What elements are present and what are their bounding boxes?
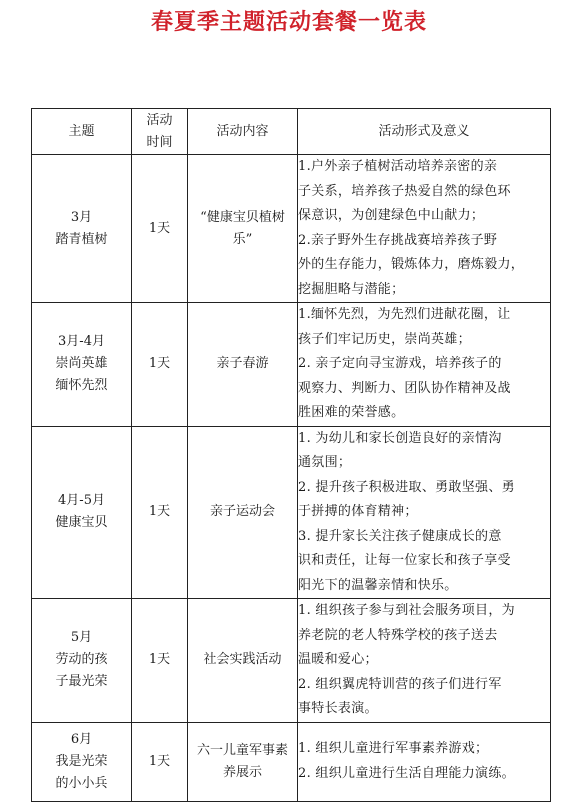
cell-line: 事特长表演。 bbox=[298, 701, 378, 716]
header-time-line2: 时间 bbox=[146, 134, 173, 150]
table-row bbox=[32, 155, 551, 303]
cell-line: 1. 组织孩子参与到社会服务项目，为 bbox=[298, 603, 515, 618]
activity-table bbox=[31, 108, 551, 802]
cell-line: 3月-4月 bbox=[58, 334, 105, 350]
cell-line: 1.缅怀先烈，为先烈们进献花圈，让 bbox=[298, 307, 511, 322]
header-content: 活动内容 bbox=[188, 109, 298, 155]
content-cell bbox=[188, 303, 298, 427]
cell-line: 阳光下的温馨亲情和快乐。 bbox=[298, 577, 458, 593]
table-row bbox=[32, 426, 551, 599]
cell-line: 养老院的老人特殊学校的孩子送去 bbox=[298, 627, 498, 643]
cell-line: 1. 组织儿童进行军事素养游戏； bbox=[298, 741, 489, 756]
cell-line: 缅怀先烈 bbox=[55, 378, 108, 394]
cell-line: 的小小兵 bbox=[55, 775, 108, 791]
cell-line: 胜困难的荣誉感。 bbox=[298, 405, 405, 420]
cell-line: 6月 bbox=[70, 731, 93, 747]
cell-line: 2.亲子野外生存挑战赛培养孩子野 bbox=[298, 232, 498, 248]
form-cell bbox=[298, 303, 551, 427]
content-cell bbox=[188, 426, 298, 599]
cell-line: 2. 组织翼虎特训营的孩子们进行军 bbox=[298, 676, 502, 692]
cell-line: 健康宝贝 bbox=[55, 515, 108, 531]
header-theme: 主题 bbox=[32, 109, 132, 155]
table-row bbox=[32, 599, 551, 723]
time-cell: 1天 bbox=[132, 303, 188, 427]
header-time bbox=[132, 109, 188, 155]
cell-line: 保意识，为创建绿色中山献力； bbox=[298, 208, 485, 223]
form-cell bbox=[298, 155, 551, 303]
cell-line: 温暖和爱心； bbox=[298, 652, 378, 667]
cell-line: 5月 bbox=[70, 630, 93, 646]
theme-cell bbox=[32, 722, 132, 801]
cell-line: 3月 bbox=[70, 209, 93, 225]
cell-line: 4月-5月 bbox=[58, 493, 105, 509]
table-row bbox=[32, 303, 551, 427]
cell-line: 我是光荣 bbox=[55, 753, 108, 769]
cell-line: 亲子春游 bbox=[216, 356, 269, 372]
theme-cell bbox=[32, 426, 132, 599]
cell-line: 识和责任，让每一位家长和孩子享受 bbox=[298, 553, 511, 568]
cell-line: 通氛围； bbox=[298, 455, 352, 470]
header-row bbox=[32, 109, 551, 155]
cell-line: 外的生存能力，锻炼体力，磨炼毅力， bbox=[298, 257, 525, 272]
cell-line: 挖掘胆略与潜能； bbox=[298, 281, 405, 297]
header-form: 活动形式及意义 bbox=[298, 109, 551, 155]
cell-line: 踏青植树 bbox=[55, 231, 108, 247]
theme-cell bbox=[32, 599, 132, 723]
table-body bbox=[32, 155, 551, 802]
cell-line: 于拼搏的体育精神； bbox=[298, 504, 418, 519]
cell-line: 2. 亲子定向寻宝游戏，培养孩子的 bbox=[298, 356, 502, 371]
cell-line: 劳动的孩 bbox=[55, 652, 108, 668]
theme-cell bbox=[32, 155, 132, 303]
cell-line: 3. 提升家长关注孩子健康成长的意 bbox=[298, 528, 502, 544]
cell-line: 子关系，培养孩子热爱自然的绿色环 bbox=[298, 183, 511, 199]
content-cell bbox=[188, 722, 298, 801]
time-cell: 1天 bbox=[132, 426, 188, 599]
cell-line: “健康宝贝植树 bbox=[200, 209, 285, 225]
theme-cell bbox=[32, 303, 132, 427]
cell-line: 2. 提升孩子积极进取、勇敢坚强、勇 bbox=[298, 479, 515, 495]
content-cell bbox=[188, 599, 298, 723]
header-time-line1: 活动 bbox=[146, 112, 173, 128]
cell-line: 六一儿童军事素 bbox=[196, 742, 288, 758]
cell-line: 2. 组织儿童进行生活自理能力演练。 bbox=[298, 765, 515, 781]
form-cell bbox=[298, 599, 551, 723]
table-row bbox=[32, 722, 551, 801]
cell-line: 孩子们牢记历史，崇尚英雄； bbox=[298, 331, 471, 347]
cell-line: 乐” bbox=[232, 231, 253, 247]
page-title: 春夏季主题活动套餐一览表 bbox=[150, 10, 427, 35]
cell-line: 亲子运动会 bbox=[209, 504, 275, 520]
form-cell bbox=[298, 722, 551, 801]
time-cell: 1天 bbox=[132, 155, 188, 303]
time-cell: 1天 bbox=[132, 722, 188, 801]
cell-line: 崇尚英雄 bbox=[55, 356, 108, 372]
cell-line: 养展示 bbox=[222, 764, 262, 780]
cell-line: 1.户外亲子植树活动培养亲密的亲 bbox=[298, 159, 498, 174]
cell-line: 社会实践活动 bbox=[203, 652, 282, 668]
time-cell: 1天 bbox=[132, 599, 188, 723]
cell-line: 1. 为幼儿和家长创造良好的亲情沟 bbox=[298, 430, 502, 446]
cell-line: 观察力、判断力、团队协作精神及战 bbox=[298, 380, 511, 396]
content-cell bbox=[188, 155, 298, 303]
cell-line: 子最光荣 bbox=[55, 674, 108, 690]
form-cell bbox=[298, 426, 551, 599]
